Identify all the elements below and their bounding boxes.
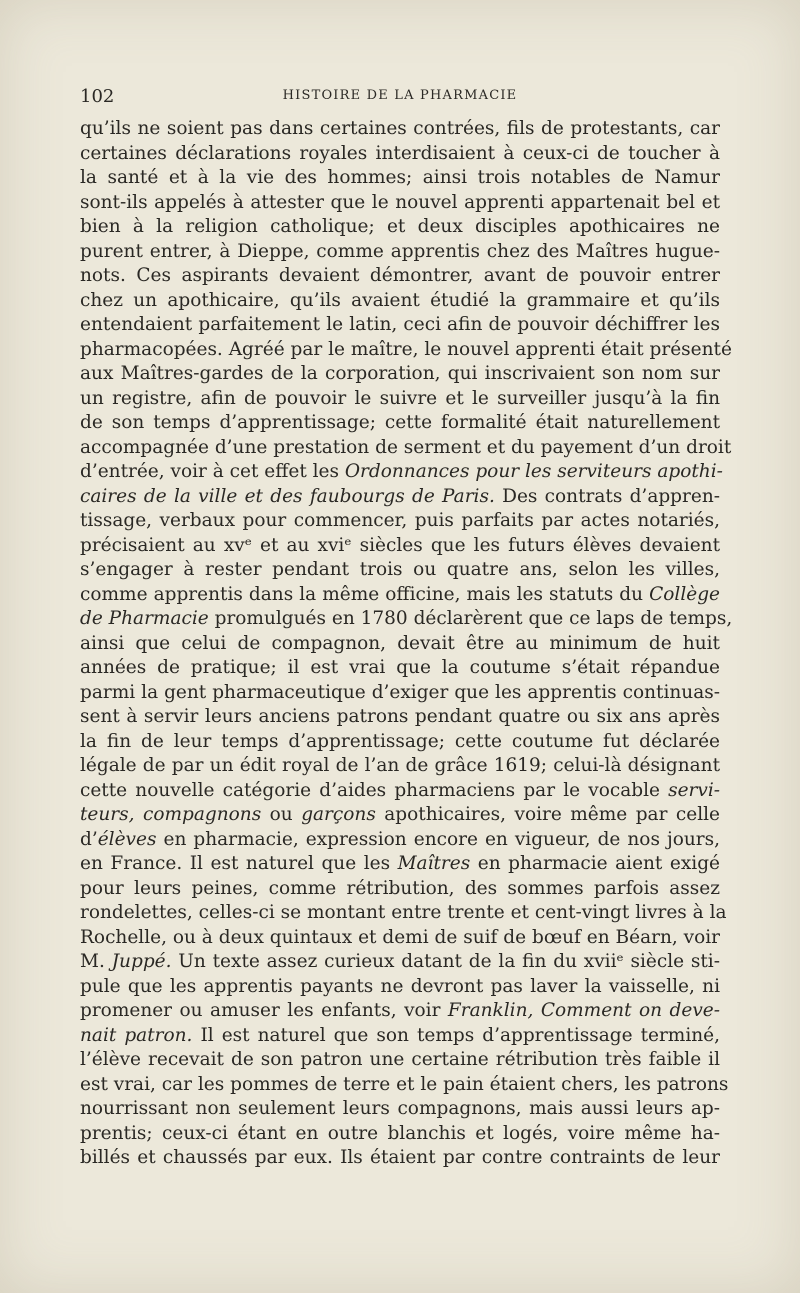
text-segment: promulgués en 1780 déclarèrent que ce laps de temps, — [208, 608, 733, 629]
text-segment: entendaient parfaitement le latin, ceci afin de pouvoir déchiffrer les — [80, 314, 720, 335]
text-line — [80, 460, 723, 485]
text-line — [80, 975, 720, 1000]
text-line — [80, 142, 720, 167]
text-segment: tissage, verbaux pour commencer, puis parfaits par actes notariés, — [80, 510, 720, 531]
text-segment: qu’ils ne soient pas dans certaines contrées, fils de protestants, car — [80, 118, 720, 139]
text-segment: ainsi que celui de compagnon, devait être au minimum de huit — [80, 632, 720, 654]
italic-text-segment: nait patron. — [80, 1024, 193, 1046]
text-segment: pour leurs peines, comme rétribution, des sommes parfois assez — [80, 877, 720, 899]
italic-text-segment: servi- — [668, 779, 720, 801]
text-segment: sont-ils appelés à attester que le nouvel apprenti appartenait bel et — [80, 191, 720, 213]
text-line — [80, 656, 720, 681]
text-line — [80, 313, 720, 338]
text-segment: Il est naturel que son temps d’apprentissage terminé, — [192, 1024, 720, 1046]
text-segment: Des contrats d’appren- — [494, 485, 720, 507]
text-segment: purent entrer, à Dieppe, comme apprentis chez des Maîtres hugue- — [80, 240, 720, 262]
text-segment: s’engager à rester pendant trois ou quatre ans, selon les villes, — [80, 559, 720, 580]
text-segment: est vrai, car les pommes de terre et le pain étaient chers, les patrons — [80, 1073, 729, 1095]
text-segment: de son temps d’apprentissage; cette formalité était naturellement — [80, 412, 720, 433]
text-line — [80, 1024, 720, 1049]
text-segment: apothicaires, voire même par celle — [375, 804, 720, 825]
text-line — [80, 215, 720, 240]
text-segment: comme apprentis dans la même officine, mais les statuts du — [80, 583, 650, 605]
text-line — [80, 583, 720, 608]
italic-text-segment: de Pharmacie — [80, 608, 209, 629]
text-line — [80, 779, 720, 804]
text-line — [80, 166, 720, 191]
text-line — [80, 852, 720, 877]
text-line — [80, 950, 720, 975]
text-segment: en pharmacie, expression encore en vigueur, de nos jours, — [156, 828, 720, 850]
text-line — [80, 607, 733, 632]
text-segment: Rochelle, ou à deux quintaux et demi de suif de bœuf en Béarn, voir — [80, 926, 720, 948]
text-segment: l’élève recevait de son patron une certaine rétribution très faible il — [80, 1049, 720, 1070]
italic-text-segment: garçons — [301, 804, 376, 825]
text-segment: chez un apothicaire, qu’ils avaient étudié la grammaire et qu’ils — [80, 289, 720, 311]
text-line — [80, 926, 720, 951]
text-line — [80, 411, 720, 436]
body-text — [80, 117, 733, 1171]
text-line — [80, 387, 720, 412]
text-segment: rondelettes, celles-ci se montant entre trente et cent-vingt livres à la — [80, 902, 727, 923]
text-segment: précisaient au xvᵉ et au xviᵉ siècles que les futurs élèves devaient — [80, 534, 720, 556]
italic-text-segment: Collège — [649, 583, 720, 605]
text-line — [80, 240, 720, 265]
text-line — [80, 705, 720, 730]
text-segment: la santé et à la vie des hommes; ainsi trois notables de Namur — [80, 167, 720, 188]
text-segment: parmi la gent pharmaceutique d’exiger que les apprentis continuas- — [80, 681, 720, 703]
text-line — [80, 1122, 720, 1147]
running-title: HISTOIRE DE LA PHARMACIE — [282, 88, 518, 103]
text-segment: pharmacopées. Agréé par le maître, le nouvel apprenti était présenté — [80, 338, 732, 360]
text-segment: accompagnée d’une prestation de serment et du payement d’un droit — [80, 436, 732, 458]
text-line — [80, 338, 732, 363]
text-segment: sent à servir leurs anciens patrons pendant quatre ou six ans après — [80, 706, 720, 727]
text-line — [80, 999, 720, 1024]
text-line — [80, 730, 720, 755]
text-line — [80, 534, 720, 559]
text-line — [80, 1146, 720, 1171]
text-line — [80, 191, 720, 216]
text-line — [80, 803, 720, 828]
text-segment: certaines déclarations royales interdisaient à ceux-ci de toucher à — [80, 142, 720, 164]
text-segment: bien à la religion catholique; et deux disciples apothicaires ne — [80, 216, 720, 237]
text-line — [80, 1048, 720, 1073]
text-segment: cette nouvelle catégorie d’aides pharmaciens par le vocable — [80, 779, 669, 801]
text-line — [80, 877, 720, 902]
text-segment: promener ou amuser les enfants, voir — [80, 1000, 448, 1021]
text-segment: un registre, afin de pouvoir le suivre et le surveiller jusqu’à la fin — [80, 387, 720, 409]
text-segment: M. — [80, 951, 112, 972]
text-segment: années de pratique; il est vrai que la coutume s’était répandue — [80, 657, 720, 678]
text-line — [80, 485, 720, 510]
text-line — [80, 362, 720, 387]
page-header — [80, 86, 720, 110]
text-segment: prentis; ceux-ci étant en outre blanchis et logés, voire même ha- — [80, 1122, 720, 1144]
text-segment: la fin de leur temps d’apprentissage; cette coutume fut déclarée — [80, 730, 720, 752]
text-segment: pule que les apprentis payants ne devront pas laver la vaisselle, ni — [80, 975, 720, 997]
italic-text-segment: teurs, compagnons — [80, 804, 262, 825]
text-segment: en pharmacie aient exigé — [470, 853, 720, 874]
text-segment: en France. Il est naturel que les — [80, 853, 398, 874]
text-segment: légale de par un édit royal de l’an de grâce 1619; celui-là désignant — [80, 755, 720, 776]
text-segment: d’entrée, voir à cet effet les — [80, 461, 345, 482]
text-segment: aux Maîtres-gardes de la corporation, qui inscrivaient son nom sur — [80, 363, 720, 384]
text-line — [80, 901, 727, 926]
text-line — [80, 509, 720, 534]
text-line — [80, 754, 720, 779]
text-line — [80, 117, 720, 142]
text-line — [80, 264, 720, 289]
italic-text-segment: Juppé. — [111, 951, 172, 972]
text-line — [80, 436, 732, 461]
text-line — [80, 1097, 720, 1122]
text-line — [80, 1073, 729, 1098]
text-segment: billés et chaussés par eux. Ils étaient par contre contraints de leur — [80, 1147, 720, 1168]
text-line — [80, 632, 720, 657]
text-segment: nourrissant non seulement leurs compagnons, mais aussi leurs ap- — [80, 1098, 720, 1119]
text-line — [80, 289, 720, 314]
italic-text-segment: Ordonnances pour les serviteurs apothi- — [344, 461, 723, 482]
text-segment: Un texte assez curieux datant de la fin du xviiᵉ siècle sti- — [171, 951, 720, 972]
text-segment: nots. Ces aspirants devaient démontrer, avant de pouvoir entrer — [80, 265, 720, 286]
italic-text-segment: Maîtres — [397, 853, 471, 874]
text-line — [80, 558, 720, 583]
italic-text-segment: Franklin, Comment on deve- — [447, 1000, 720, 1021]
italic-text-segment: élèves — [97, 828, 157, 850]
text-line — [80, 828, 720, 853]
text-segment: ou — [261, 804, 302, 825]
text-line — [80, 681, 720, 706]
text-segment: d’ — [80, 828, 98, 850]
italic-text-segment: caires de la ville et des faubourgs de Paris. — [80, 485, 495, 507]
page-number: 102 — [80, 86, 115, 107]
